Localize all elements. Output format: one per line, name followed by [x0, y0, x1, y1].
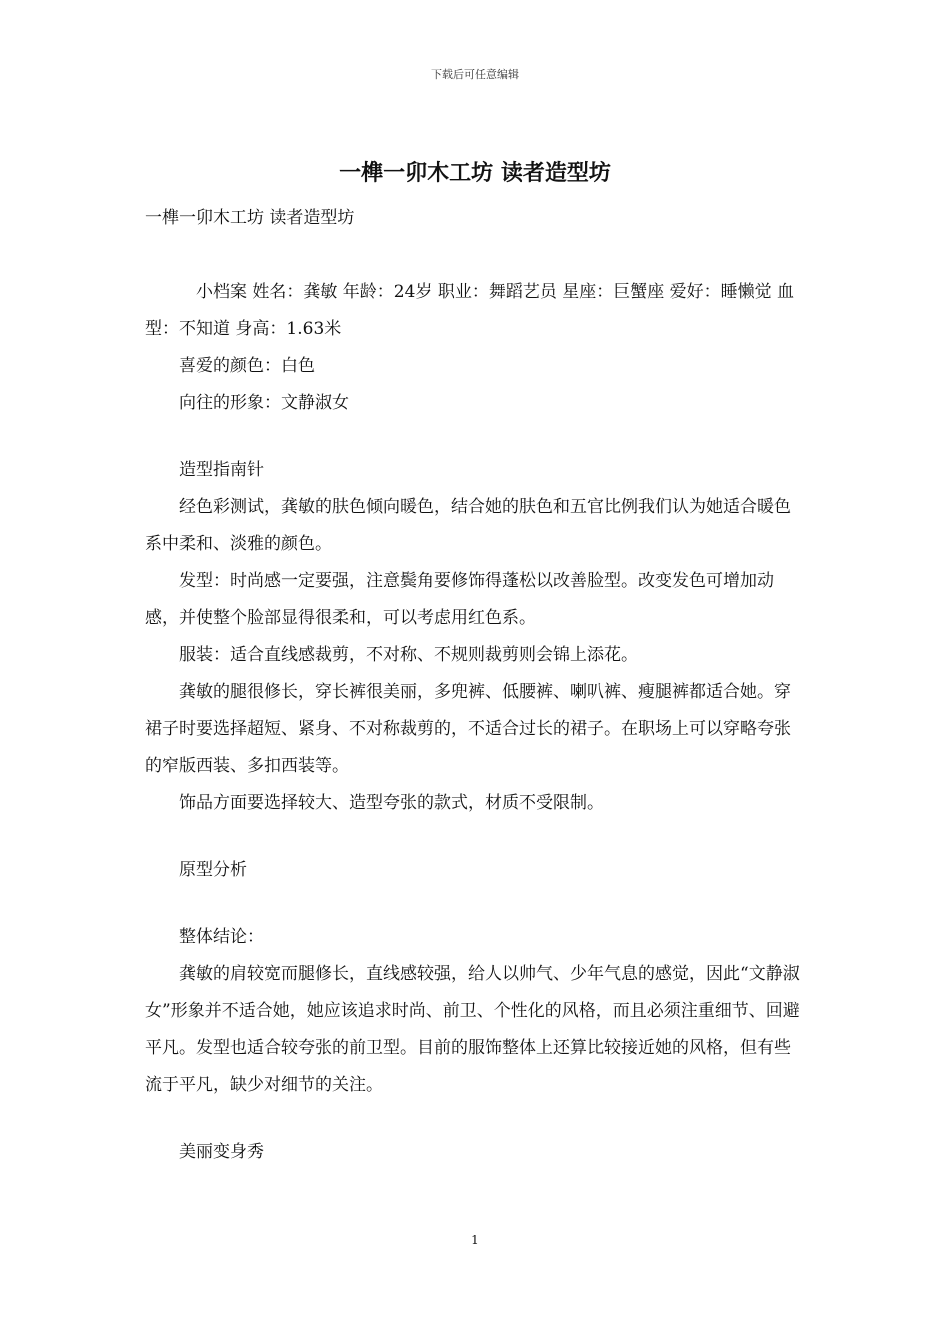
paragraph: 发型：时尚感一定要强，注意鬓角要修饰得蓬松以改善脸型。改变发色可增加动感，并使整个脸部显得很柔和，可以考虑用红色系。 — [145, 571, 774, 628]
document-body — [145, 200, 807, 1171]
spacer — [145, 889, 807, 919]
spacer — [145, 822, 807, 852]
section-heading-guide: 造型指南针 — [179, 460, 264, 480]
header-note: 下载后可任意编辑 — [431, 68, 519, 81]
paragraph: 服装：适合直线感裁剪，不对称、不规则裁剪则会锦上添花。 — [179, 645, 638, 665]
paragraph: 饰品方面要选择较大、造型夸张的款式，材质不受限制。 — [179, 793, 604, 813]
paragraph: 龚敏的肩较宽而腿修长，直线感较强，给人以帅气、少年气息的感觉，因此“文静淑女”形象并不适合她，她应该追求时尚、前卫、个性化的风格，而且必须注重细节、回避平凡。发型也适合较夸张的前卫型。目前的服饰整体上还算比较接近她的风格，但有些流于平凡，缺少对细节的关注。 — [145, 964, 800, 1095]
spacer — [145, 422, 807, 452]
spacer — [145, 1104, 807, 1134]
paragraph: 经色彩测试，龚敏的肤色倾向暖色，结合她的肤色和五官比例我们认为她适合暖色系中柔和、淡雅的颜色。 — [145, 497, 791, 554]
paragraph: 龚敏的腿很修长，穿长裤很美丽，多兜裤、低腰裤、喇叭裤、瘦腿裤都适合她。穿裙子时要选择超短、紧身、不对称裁剪的，不适合过长的裙子。在职场上可以穿略夸张的窄版西装、多扣西装等。 — [145, 682, 791, 776]
profile-line: 小档案 姓名：龚敏 年龄：24岁 职业：舞蹈艺员 星座：巨蟹座 爱好：睡懒觉 血型：不知道 身高：1.63米 — [145, 282, 795, 339]
section-heading-conclusion: 整体结论： — [179, 927, 264, 947]
desired-image: 向往的形象：文静淑女 — [179, 393, 349, 413]
page-number: 1 — [471, 1233, 479, 1247]
section-heading-makeover: 美丽变身秀 — [179, 1142, 264, 1162]
spacer — [145, 237, 807, 274]
favorite-color: 喜爱的颜色：白色 — [179, 356, 315, 376]
page-title: 一榫一卯木工坊 读者造型坊 — [339, 160, 611, 186]
subtitle: 一榫一卯木工坊 读者造型坊 — [145, 208, 355, 228]
section-heading-analysis: 原型分析 — [179, 860, 247, 880]
